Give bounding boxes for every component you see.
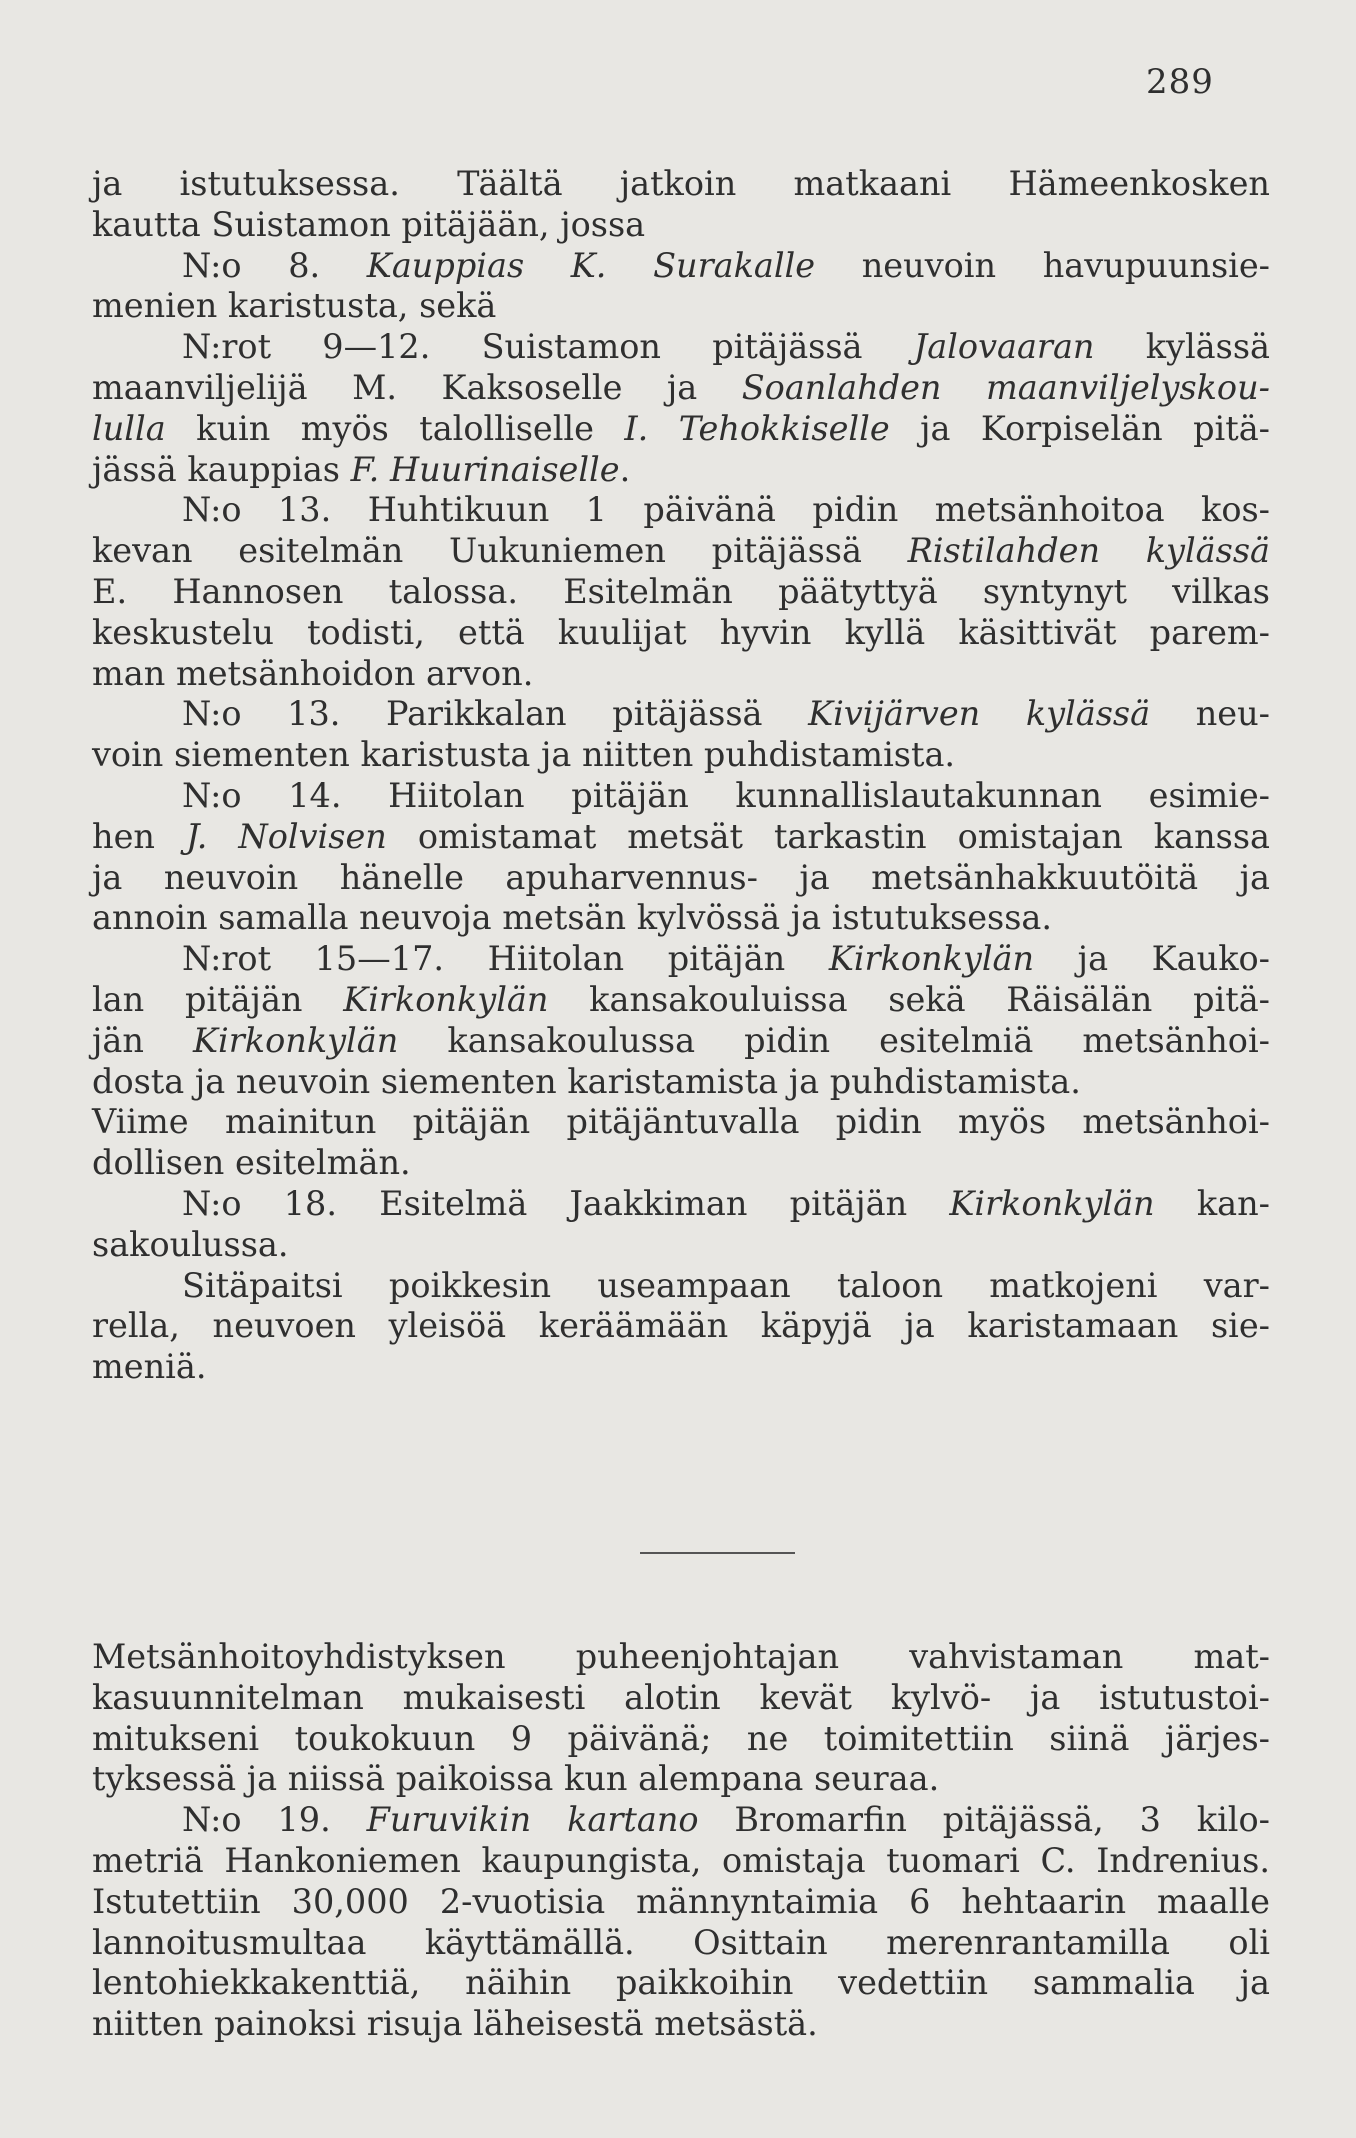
text-segment: N:o 13. Huhtikuun 1 päivänä pidin metsänhoitoa kos-	[182, 490, 1270, 530]
text-line	[92, 1347, 1270, 1388]
text-segment: Sitäpaitsi poikkesin useampaan taloon matkojeni var-	[182, 1265, 1270, 1305]
text-line	[92, 327, 1270, 368]
text-line	[92, 490, 1270, 531]
italic-name: F. Huurinaiselle	[350, 449, 620, 489]
text-line	[92, 1102, 1270, 1143]
text-segment: N:o 13. Parikkalan pitäjässä	[182, 694, 809, 734]
text-line	[92, 1637, 1270, 1678]
italic-name: Kauppias K. Surakalle	[366, 245, 816, 285]
italic-name: lulla	[92, 408, 166, 448]
text-line	[92, 286, 1270, 327]
text-line	[92, 1021, 1270, 1062]
text-segment: dosta ja neuvoin siementen karistamista ja puhdistamista.	[92, 1061, 1081, 1101]
text-segment: menien karistusta, sekä	[92, 286, 497, 326]
text-line	[92, 368, 1270, 409]
text-segment: sakoulussa.	[92, 1224, 289, 1264]
text-segment: kuin myös talolliselle	[165, 408, 625, 448]
text-segment: ja Korpiselän pitä-	[889, 408, 1271, 448]
italic-name: Kirkonkylän	[343, 979, 549, 1019]
text-line	[92, 735, 1270, 776]
text-line	[92, 1143, 1270, 1184]
report-section-2	[92, 1637, 1270, 2045]
text-segment: ja istutuksessa. Täältä jatkoin matkaani Hämeenkosken	[92, 164, 1270, 203]
text-segment: omistamat metsät tarkastin omistajan kanssa	[386, 816, 1270, 856]
text-segment: mitukseni toukokuun 9 päivänä; ne toimitettiin siinä järjes-	[92, 1718, 1270, 1758]
text-segment: N:o 18. Esitelmä Jaakkiman pitäjän	[182, 1183, 950, 1223]
text-segment: E. Hannosen talossa. Esitelmän päätyttyä syntynyt vilkas	[92, 571, 1270, 611]
text-segment: ja Kauko-	[1034, 939, 1270, 979]
text-line	[92, 164, 1270, 205]
section-divider	[640, 1552, 795, 1554]
text-segment: kylässä	[1094, 327, 1271, 367]
italic-name: Kirkonkylän	[949, 1183, 1155, 1223]
italic-name: Ristilahden kylässä	[907, 531, 1270, 571]
text-segment: kansakouluissa sekä Räisälän pitä-	[548, 979, 1270, 1019]
italic-name: I. Tehokkiselle	[624, 408, 890, 448]
italic-name: Kirkonkylän	[828, 939, 1035, 979]
text-line	[92, 694, 1270, 735]
text-segment: annoin samalla neuvoja metsän kylvössä ja istutuksessa.	[92, 898, 1053, 938]
text-line	[92, 776, 1270, 817]
text-segment: keskustelu todisti, että kuulijat hyvin kyllä käsittivät parem-	[92, 612, 1270, 652]
text-segment: rella, neuvoen yleisöä keräämään käpyjä ja karistamaan sie-	[92, 1306, 1270, 1346]
text-segment: N:o 19.	[182, 1800, 367, 1840]
text-line	[92, 613, 1270, 654]
text-segment: lentohiekkakenttiä, näihin paikkoihin vedettiin sammalia ja	[92, 1963, 1270, 2003]
text-line	[92, 1759, 1270, 1800]
text-line	[92, 409, 1270, 450]
text-line	[92, 1800, 1270, 1841]
text-segment: .	[619, 449, 631, 489]
text-segment: lan pitäjän	[92, 979, 344, 1019]
text-segment: lannoitusmultaa käyttämällä. Osittain merenrantamilla oli	[92, 1922, 1270, 1962]
text-line	[92, 246, 1270, 287]
text-line	[92, 1719, 1270, 1760]
text-line	[92, 939, 1270, 980]
text-segment: N:rot 9—12. Suistamon pitäjässä	[182, 327, 914, 367]
text-segment: tyksessä ja niissä paikoissa kun alempana seuraa.	[92, 1759, 940, 1799]
text-segment: neu-	[1150, 694, 1270, 734]
text-segment: N:o 8.	[182, 245, 367, 285]
text-line	[92, 1306, 1270, 1347]
text-line	[92, 531, 1270, 572]
text-line	[92, 205, 1270, 246]
text-segment: Istutettiin 30,000 2-vuotisia männyntaimia 6 hehtaarin maalle	[92, 1881, 1270, 1921]
text-segment: Viime mainitun pitäjän pitäjäntuvalla pidin myös metsänhoi-	[92, 1102, 1270, 1142]
text-segment: kautta Suistamon pitäjään, jossa	[92, 204, 646, 244]
text-segment: metriä Hankoniemen kaupungista, omistaja tuomari C. Indrenius.	[92, 1840, 1270, 1880]
text-line	[92, 1266, 1270, 1307]
text-line	[92, 1678, 1270, 1719]
text-line	[92, 1184, 1270, 1225]
text-segment: neuvoin havupuunsie-	[815, 245, 1270, 285]
text-segment: meniä.	[92, 1347, 207, 1387]
text-segment: man metsänhoidon arvon.	[92, 653, 534, 693]
text-line	[92, 654, 1270, 695]
italic-name: Soanlahden maanviljelyskou-	[741, 367, 1270, 407]
report-section-1	[92, 164, 1270, 1388]
text-segment: hen	[92, 816, 186, 856]
text-line	[92, 2004, 1270, 2045]
text-line	[92, 817, 1270, 858]
text-segment: Metsänhoitoyhdistyksen puheenjohtajan vahvistaman mat-	[92, 1637, 1270, 1676]
text-line	[92, 980, 1270, 1021]
text-line	[92, 1841, 1270, 1882]
text-segment: kevan esitelmän Uukuniemen pitäjässä	[92, 531, 908, 571]
page-number: 289	[1146, 62, 1214, 102]
text-line	[92, 450, 1270, 491]
text-segment: ja neuvoin hänelle apuharvennus- ja metsänhakkuutöitä ja	[92, 857, 1270, 897]
text-segment: maanviljelijä M. Kaksoselle ja	[92, 367, 742, 407]
text-segment: N:o 14. Hiitolan pitäjän kunnallislautakunnan esimie-	[182, 775, 1270, 815]
text-line	[92, 1923, 1270, 1964]
text-line	[92, 1062, 1270, 1103]
italic-name: Furuvikin kartano	[366, 1800, 699, 1840]
text-segment: N:rot 15—17. Hiitolan pitäjän	[182, 939, 829, 979]
text-line	[92, 572, 1270, 613]
text-line	[92, 1963, 1270, 2004]
text-segment: Bromarfin pitäjässä, 3 kilo-	[698, 1800, 1270, 1840]
italic-name: Kivijärven kylässä	[808, 694, 1151, 734]
text-segment: voin siementen karistusta ja niitten puhdistamista.	[92, 735, 956, 775]
text-segment: niitten painoksi risuja läheisestä metsästä.	[92, 2004, 818, 2044]
italic-name: Kirkonkylän	[193, 1020, 399, 1060]
text-line	[92, 858, 1270, 899]
text-segment: dollisen esitelmän.	[92, 1143, 411, 1183]
text-line	[92, 1882, 1270, 1923]
italic-name: J. Nolvisen	[185, 816, 387, 856]
text-line	[92, 898, 1270, 939]
text-segment: kan-	[1154, 1183, 1270, 1223]
italic-name: Jalovaaran	[913, 327, 1095, 367]
text-segment: kansakoulussa pidin esitelmiä metsänhoi-	[398, 1020, 1270, 1060]
text-segment: jän	[92, 1020, 194, 1060]
text-line	[92, 1225, 1270, 1266]
text-segment: kasuunnitelman mukaisesti alotin kevät kylvö- ja istutustoi-	[92, 1677, 1270, 1717]
text-segment: jässä kauppias	[92, 449, 351, 489]
